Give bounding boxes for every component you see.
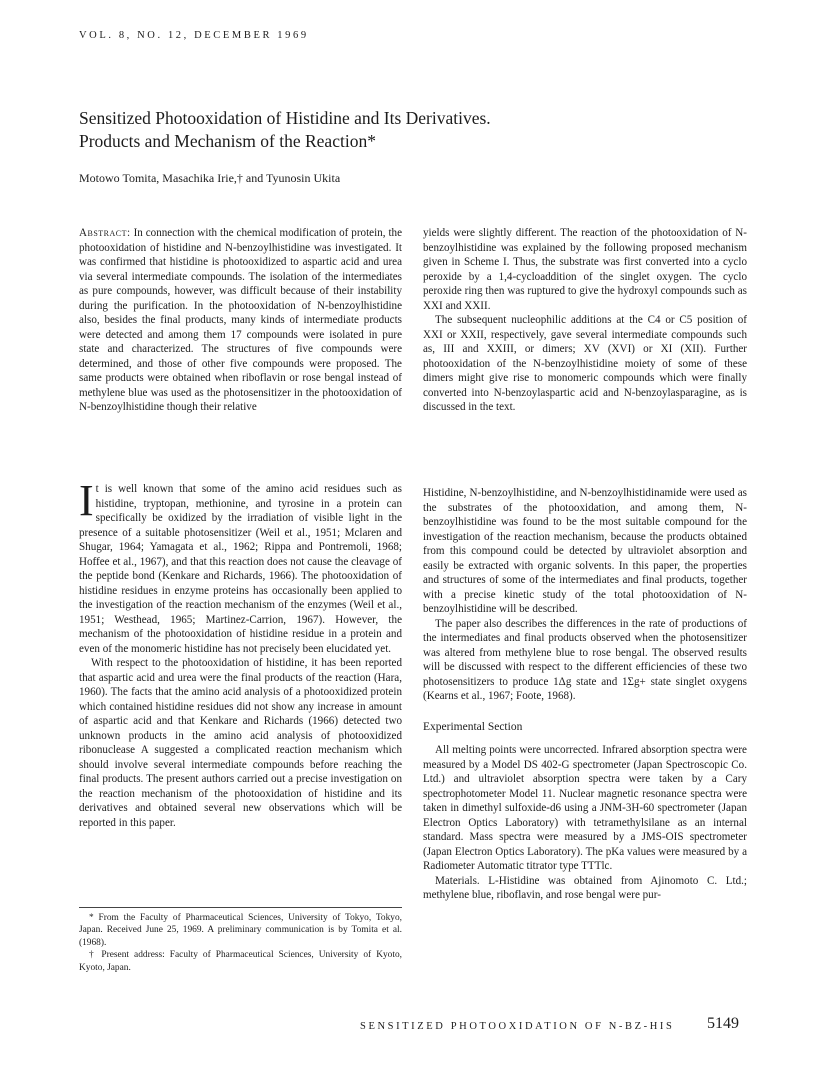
footer-running-title: SENSITIZED PHOTOOXIDATION OF N-BZ-HIS: [360, 1021, 675, 1032]
intro-paragraph-3: Histidine, N-benzoylhistidine, and N-benzoylhistidinamide were used as the substrates of the photooxidation, and among them, N-benzoylhistidine was found to be the most suitable compound for the investigation of the reaction mechanism, because the products obtained from this compound could be detected by ultraviolet absorption and easily be extracted with organic solvents. In this paper, the properties and structures of some of the intermediates and final products, together with a precise kinetic study of the total photooxidation of N-benzoylhistidine will be described.: [423, 487, 747, 615]
abstract-left-text: In connection with the chemical modification of protein, the photooxidation of histidine and N-benzoylhistidine was investigated. It was confirmed that histidine is photooxidized to aspartic acid and urea via several intermediate compounds. The isolation of the intermediates as pure compounds, however, was difficult because of their instability during the purification. In the photooxidation of N-benzoylhistidine also, besides the final products, many kinds of intermediate products were detected and among them 17 compounds were isolated in pure state and characterized. The structures of five compounds were determined, and those of other five compounds were proposed. The same products were obtained when riboflavin or rose bengal instead of methylene blue was used as the photosensitizer in the photooxidation of N-benzoylhistidine though their relative: [79, 227, 402, 413]
abstract-label: Abstract:: [79, 227, 131, 239]
experimental-paragraph-1: All melting points were uncorrected. Infrared absorption spectra were measured by a Model DS 402-G spectrometer (Japan Spectroscopic Co. Ltd.) and ultraviolet absorption spectra were taken by a Cary spectrophotometer Model 11. Nuclear magnetic resonance spectra were taken in dimethyl sulfoxide-d6 using a JNM-3H-60 spectrometer (Japan Electron Optics Laboratory) with tetramethylsilane as an internal standard. Mass spectra were measured by a JMS-OIS spectrometer (Japan Electron Optics Laboratory). The pKa values were measured by a Radiometer Automatic titrator type TTTlc.: [423, 744, 747, 872]
footnotes: [79, 912, 402, 974]
intro-paragraph-2: With respect to the photooxidation of histidine, it has been reported that aspartic acid and urea were the final products of the reaction (Hara, 1960). The facts that the amino acid analysis of a photooxidized protein which contained histidine residues did not show any increase in amount of aspartic acid and that Kenkare and Richards (1966) detected two unknown products in the amino acid analysis of photooxidized ribonuclease A suggested a complicated reaction mechanism which should involve several intermediate compounds before reaching the final products. The present authors carried out a precise investigation on the reaction mechanism of the photooxidation of histidine and its derivatives and obtained several new observations which will be reported in this paper.: [79, 657, 402, 829]
body-left-column: [79, 476, 402, 830]
title-line-2: Products and Mechanism of the Reaction*: [79, 131, 376, 151]
page-number: 5149: [707, 1015, 739, 1032]
drop-cap: I: [79, 476, 94, 525]
footnote-1: * From the Faculty of Pharmaceutical Sciences, University of Tokyo, Tokyo, Japan. Received June 25, 1969. A preliminary communication is by Tomita et al. (1968).: [79, 913, 402, 948]
intro-paragraph-1-text: t is well known that some of the amino acid residues such as histidine, tryptopan, methionine, and tyrosine in a protein can specifically be oxidized by the irradiation of visible light in the presence of a suitable photosensitizer (Weil et al., 1951; Mclaren and Shugar, 1964; Yamagata et al., 1962; Rippa and Pontremoli, 1968; Hoffee et al., 1967), and that this reaction does not cause the cleavage of the peptide bond (Kenkare and Richards, 1966). The photooxidation of histidine residues in enzyme proteins has occasionally been applied to the investigation of the reaction mechanism of the enzymes (Weil et al., 1951; Westhead, 1965; Martinez-Carrion, 1967). However, the mechanism of the photooxidation of histidine residue in a protein and even of the monomeric histidine has not precisely been elucidated yet.: [79, 483, 402, 655]
section-heading: Experimental Section: [423, 720, 523, 733]
footnote-2: † Present address: Faculty of Pharmaceutical Sciences, University of Kyoto, Kyoto, Japan.: [79, 950, 402, 973]
intro-paragraph-1: [79, 476, 402, 656]
footnote-rule: [79, 907, 402, 908]
author-line: Motowo Tomita, Masachika Irie,† and Tyunosin Ukita: [79, 171, 341, 185]
title-line-1: Sensitized Photooxidation of Histidine and Its Derivatives.: [79, 108, 491, 128]
abstract-left-column: [79, 226, 402, 415]
materials-paragraph: Materials. L-Histidine was obtained from Ajinomoto C. Ltd.; methylene blue, riboflavin, and rose bengal were pur-: [423, 874, 747, 901]
intro-paragraph-4: The paper also describes the differences in the rate of productions of the intermediates and final products observed when the photosensitizer was altered from methylene blue to rose bengal. The observed results will be discussed with respect to the different efficiencies of these two photosensitizers to produce 1Δg state and 1Σg+ state singlet oxygens (Kearns et al., 1967; Foote, 1968).: [423, 617, 747, 702]
abstract-paragraph: [79, 226, 402, 415]
abstract-paragraph-continued: yields were slightly different. The reaction of the photooxidation of N-benzoylhistidine was explained by the following proposed mechanism given in Scheme I. Thus, the substrate was first converted into a cyclo peroxide by a 1,4-cycloaddition of the singlet oxygen. The cyclo peroxide ring then was ruptured to give the hydroxyl compounds such as XXI and XXII.: [423, 227, 747, 312]
abstract-right-column: [423, 226, 747, 415]
body-right-column: [423, 486, 747, 903]
abstract-paragraph-2: The subsequent nucleophilic additions at the C4 or C5 position of XXI or XXII, respectively, gave several intermediate compounds such as, III and XXIII, or dimers; XV (XVI) or XI (XII). Further photooxidation of the N-benzoylhistidine moiety of some of these dimers might give rise to monomeric compounds which were finally converted into N-benzoylaspartic acid and N-benzoylasparagine, as is discussed in the text.: [423, 314, 747, 413]
running-head: VOL. 8, NO. 12, DECEMBER 1969: [79, 30, 309, 41]
article-title: [79, 107, 679, 153]
